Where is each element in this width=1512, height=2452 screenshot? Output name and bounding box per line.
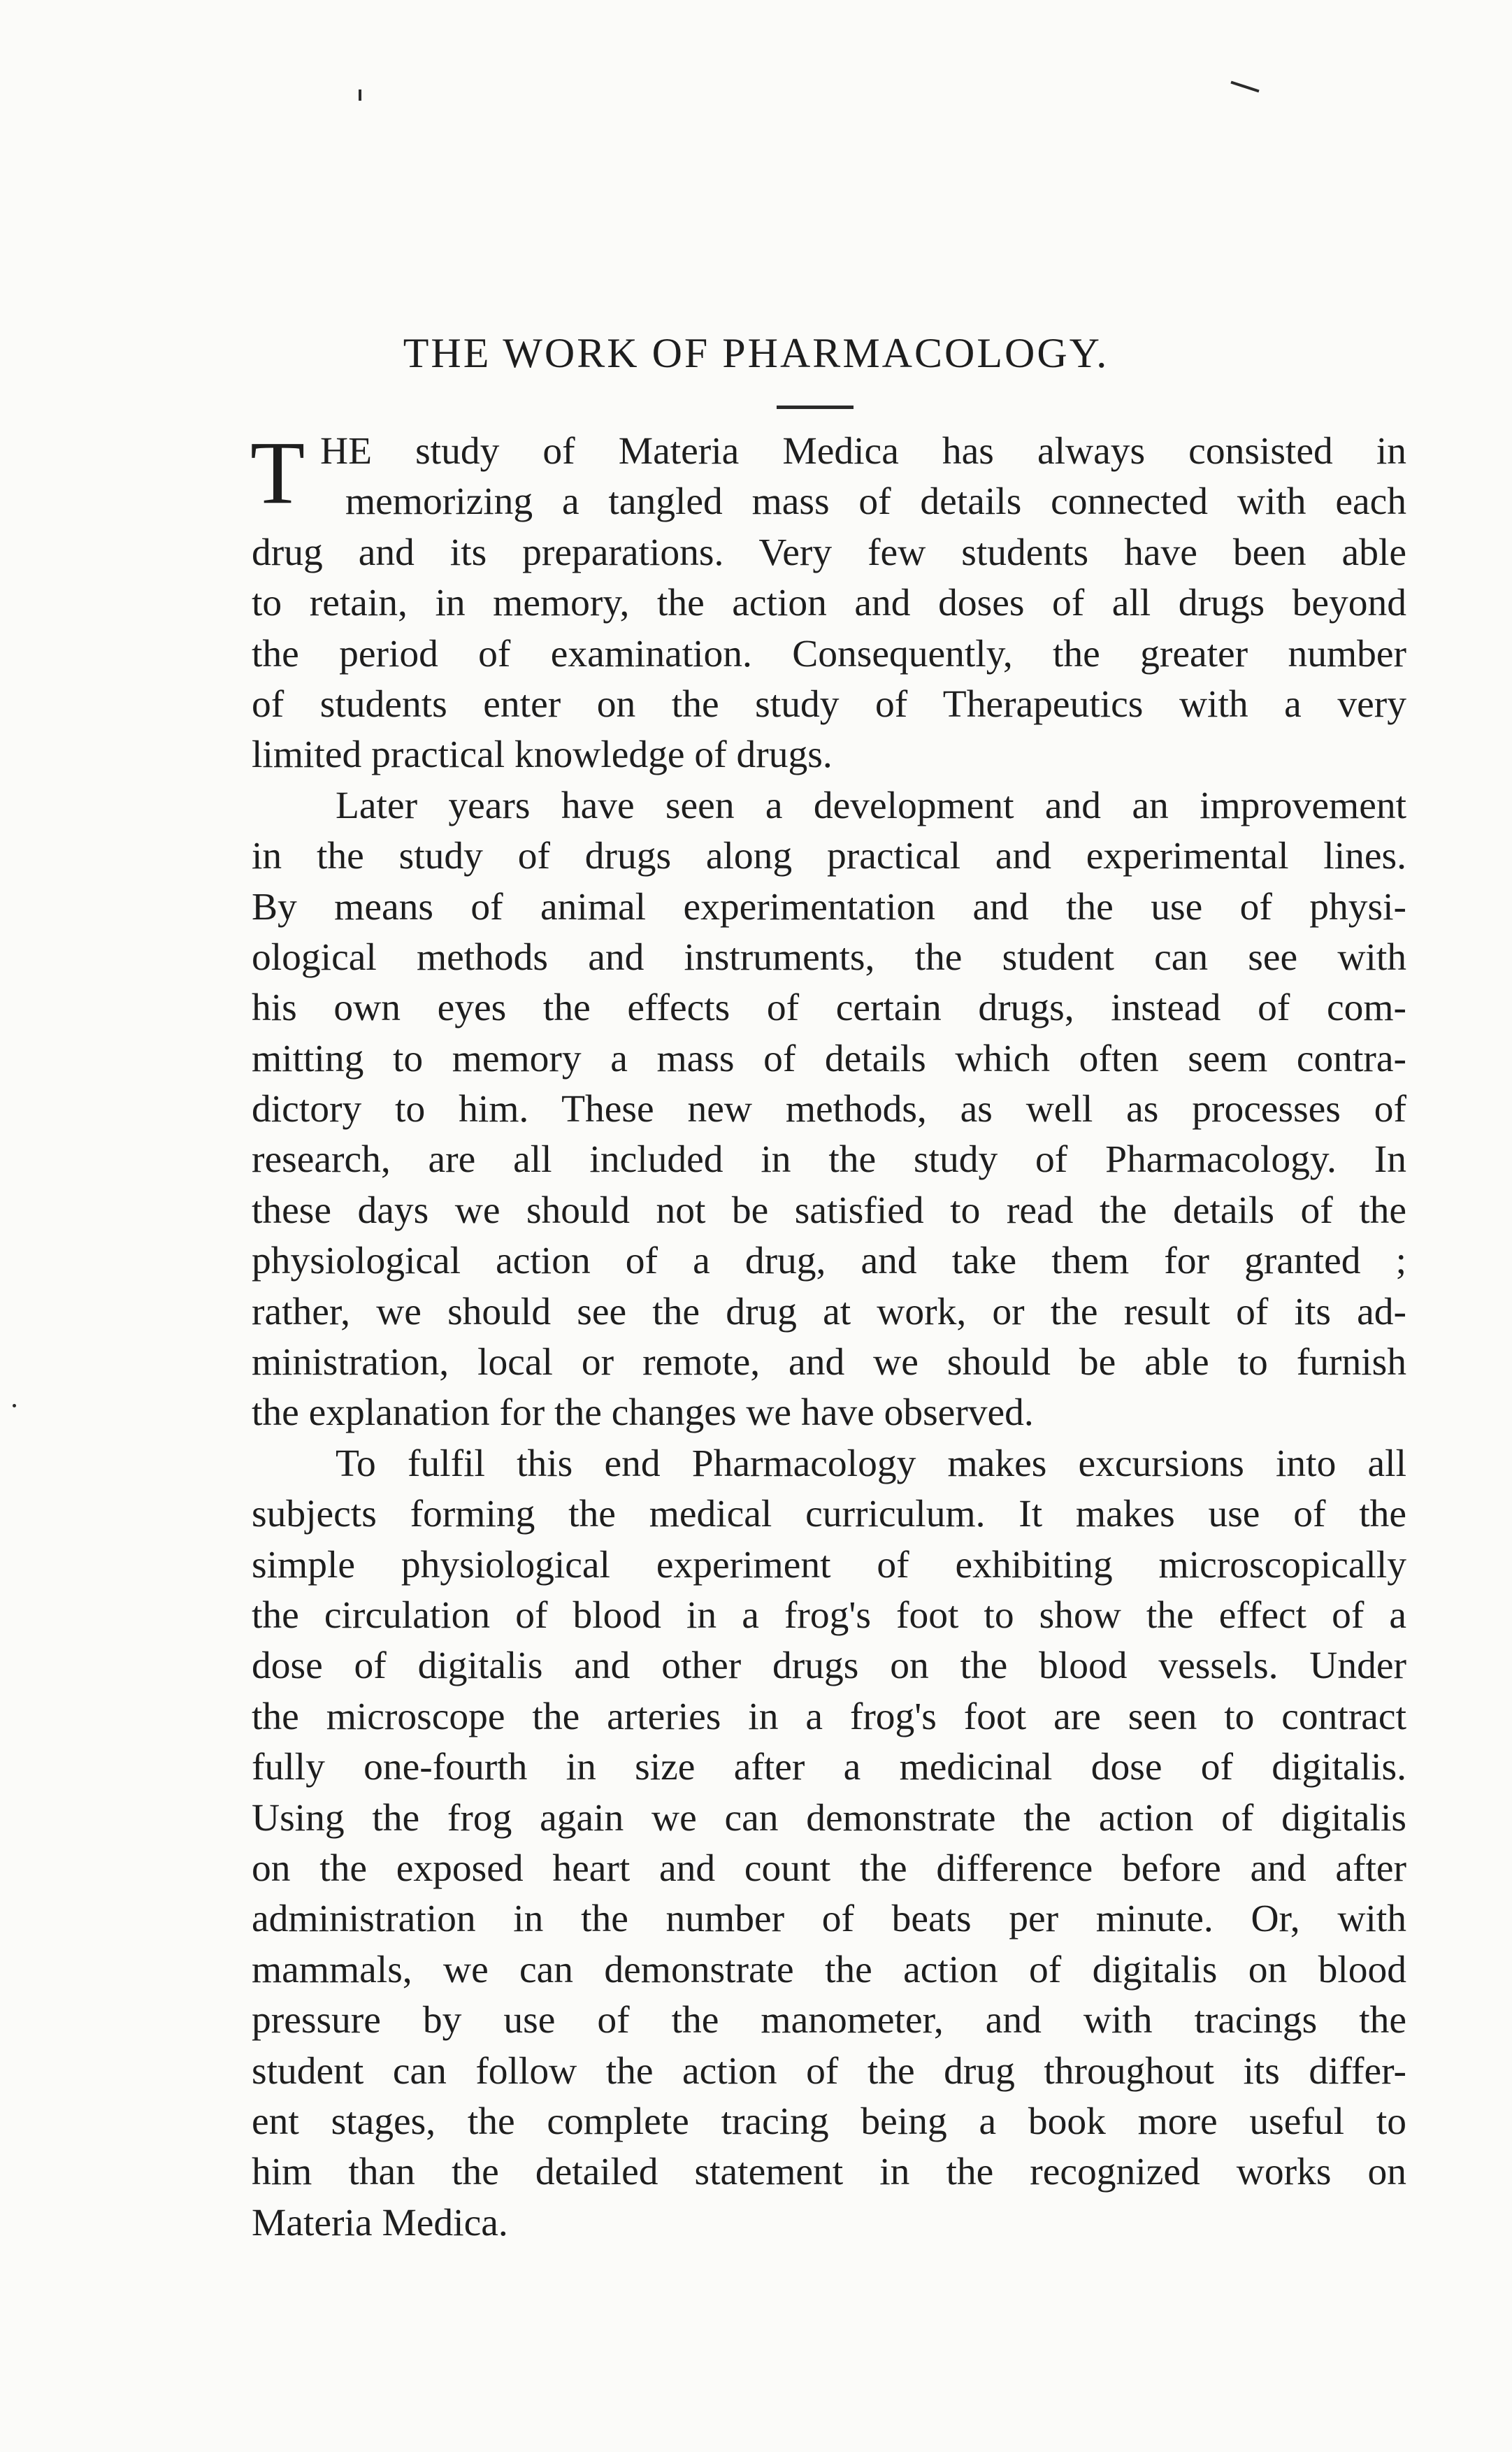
text-line: him than the detailed statement in the recognized works on [252,2151,1406,2194]
text-line: By means of animal experimentation and the use of physi- [252,885,1406,929]
paragraph [252,1439,1406,2249]
text-line: memorizing a tangled mass of details connected with each [345,480,1406,524]
text-line: fully one-fourth in size after a medicinal dose of digitalis. [252,1746,1406,1789]
text-line: mitting to memory a mass of details which often seem contra- [252,1037,1406,1080]
text-line: the microscope the arteries in a frog's foot are seen to contract [252,1695,1406,1738]
text-line: student can follow the action of the drug throughout its differ- [252,2049,1406,2093]
text-line: his own eyes the effects of certain drugs, instead of com- [252,987,1406,1030]
text-line: dose of digitalis and other drugs on the blood vessels. Under [252,1644,1406,1688]
text-line: Using the frog again we can demonstrate the action of digitalis [252,1796,1406,1840]
text-line: ministration, local or remote, and we should be able to furnish [252,1341,1406,1384]
text-line: Materia Medica. [252,2201,508,2244]
text-line: of students enter on the study of Therapeutics with a very [252,682,1406,726]
text-line: Later years have seen a development and an improvement [336,784,1406,827]
chapter-title: THE WORK OF PHARMACOLOGY. [403,330,1109,376]
line-text: HE study of Materia Medica has always consisted in [320,430,1406,473]
ink-speck [359,89,361,101]
text-line: drug and its preparations. Very few students have been able [252,531,1406,574]
text-line: the period of examination. Consequently, the greater number [252,632,1406,675]
drop-cap: T [250,423,305,522]
paragraph [252,781,1406,1439]
text-line: the explanation for the changes we have observed. [252,1391,1034,1435]
text-line: dictory to him. These new methods, as well as processes of [252,1088,1406,1131]
paragraph [250,423,1406,781]
ink-speck [13,1404,16,1407]
text-line: these days we should not be satisfied to read the details of the [252,1189,1406,1232]
text-line: rather, we should see the drug at work, or the result of its ad- [252,1290,1406,1333]
text-line: To fulfil this end Pharmacology makes excursions into all [336,1442,1406,1485]
text-line: subjects forming the medical curriculum. It makes use of the [252,1493,1406,1536]
text-line: pressure by use of the manometer, and with tracings the [252,1999,1406,2042]
text-line: on the exposed heart and count the difference before and after [252,1847,1406,1890]
text-line: simple physiological experiment of exhibiting microscopically [252,1543,1406,1586]
text-line: research, are all included in the study of Pharmacology. In [252,1138,1406,1182]
text-line: physiological action of a drug, and take them for granted ; [252,1240,1406,1283]
text-line: administration in the number of beats per minute. Or, with [252,1898,1406,1941]
text-line: mammals, we can demonstrate the action of digitalis on blood [252,1948,1406,1991]
text-line: in the study of drugs along practical and experimental lines. [252,835,1406,878]
text-line: ological methods and instruments, the student can see with [252,935,1406,979]
body-text [250,423,1406,2249]
text-line: the circulation of blood in a frog's foot to show the effect of a [252,1593,1406,1637]
text-line: limited practical knowledge of drugs. [252,733,833,777]
text-line: ent stages, the complete tracing being a book more useful to [252,2100,1406,2143]
title-rule [777,406,854,409]
text-line: to retain, in memory, the action and doses of all drugs beyond [252,582,1406,625]
ink-speck [1230,81,1259,93]
